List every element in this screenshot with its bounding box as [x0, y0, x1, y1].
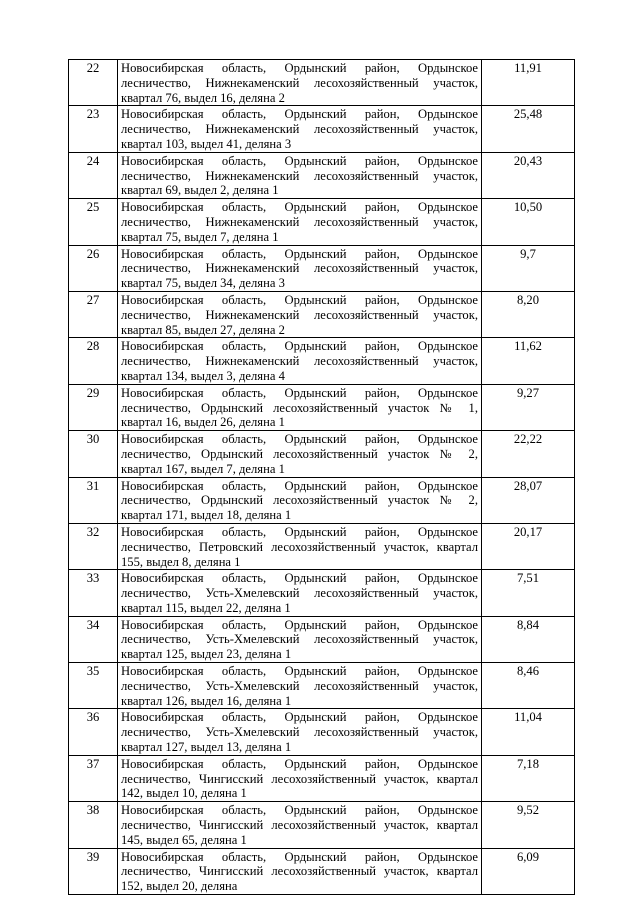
land-plots-table: [68, 59, 575, 895]
row-number-cell: 34: [69, 616, 118, 662]
row-number-cell: 22: [69, 60, 118, 106]
row-number-cell: 32: [69, 523, 118, 569]
row-area-cell: 10,50: [482, 199, 575, 245]
row-area-cell: 9,27: [482, 384, 575, 430]
table-row: [69, 755, 575, 801]
row-location-cell: Новосибирская область, Ордынский район, Ордынское лесничество, Усть-Хмелевский лесохозяйственный участок, квартал 115, выдел 22, деляна 1: [118, 570, 482, 616]
row-location-cell: Новосибирская область, Ордынский район, Ордынское лесничество, Нижнекаменский лесохозяйственный участок, квартал 75, выдел 34, деляна 3: [118, 245, 482, 291]
row-area-cell: 11,04: [482, 709, 575, 755]
row-area-cell: 25,48: [482, 106, 575, 152]
row-location-cell: Новосибирская область, Ордынский район, Ордынское лесничество, Нижнекаменский лесохозяйственный участок, квартал 134, выдел 3, деляна 4: [118, 338, 482, 384]
row-location-cell: Новосибирская область, Ордынский район, Ордынское лесничество, Нижнекаменский лесохозяйственный участок, квартал 103, выдел 41, деляна 3: [118, 106, 482, 152]
row-location-cell: Новосибирская область, Ордынский район, Ордынское лесничество, Ордынский лесохозяйственный участок № 2, квартал 171, выдел 18, деляна 1: [118, 477, 482, 523]
row-location-cell: Новосибирская область, Ордынский район, Ордынское лесничество, Нижнекаменский лесохозяйственный участок, квартал 75, выдел 7, деляна 1: [118, 199, 482, 245]
row-number-cell: 39: [69, 848, 118, 894]
row-location-cell: Новосибирская область, Ордынский район, Ордынское лесничество, Нижнекаменский лесохозяйственный участок, квартал 85, выдел 27, деляна 2: [118, 291, 482, 337]
row-number-cell: 24: [69, 152, 118, 198]
row-area-cell: 20,43: [482, 152, 575, 198]
row-location-cell: Новосибирская область, Ордынский район, Ордынское лесничество, Петровский лесохозяйственный участок, квартал 155, выдел 8, деляна 1: [118, 523, 482, 569]
row-number-cell: 27: [69, 291, 118, 337]
row-area-cell: 8,46: [482, 663, 575, 709]
row-number-cell: 23: [69, 106, 118, 152]
table-row: [69, 523, 575, 569]
row-area-cell: 8,84: [482, 616, 575, 662]
table-row: [69, 152, 575, 198]
row-area-cell: 9,52: [482, 802, 575, 848]
row-area-cell: 7,18: [482, 755, 575, 801]
row-number-cell: 30: [69, 431, 118, 477]
table-row: [69, 338, 575, 384]
row-area-cell: 6,09: [482, 848, 575, 894]
table-row: [69, 291, 575, 337]
row-location-cell: Новосибирская область, Ордынский район, Ордынское лесничество, Ордынский лесохозяйственный участок № 2, квартал 167, выдел 7, деляна 1: [118, 431, 482, 477]
table-row: [69, 245, 575, 291]
table-row: [69, 431, 575, 477]
table-row: [69, 802, 575, 848]
row-location-cell: Новосибирская область, Ордынский район, Ордынское лесничество, Нижнекаменский лесохозяйственный участок, квартал 76, выдел 16, деляна 2: [118, 60, 482, 106]
row-number-cell: 25: [69, 199, 118, 245]
table-row: [69, 199, 575, 245]
row-area-cell: 8,20: [482, 291, 575, 337]
row-area-cell: 28,07: [482, 477, 575, 523]
row-area-cell: 11,62: [482, 338, 575, 384]
row-area-cell: 11,91: [482, 60, 575, 106]
row-number-cell: 31: [69, 477, 118, 523]
row-location-cell: Новосибирская область, Ордынский район, Ордынское лесничество, Усть-Хмелевский лесохозяйственный участок, квартал 126, выдел 16, деляна 1: [118, 663, 482, 709]
table-body: [69, 60, 575, 895]
table-row: [69, 848, 575, 894]
table-row: [69, 616, 575, 662]
row-location-cell: Новосибирская область, Ордынский район, Ордынское лесничество, Чингисский лесохозяйственный участок, квартал 152, выдел 20, деляна: [118, 848, 482, 894]
table-row: [69, 60, 575, 106]
table-row: [69, 384, 575, 430]
row-area-cell: 9,7: [482, 245, 575, 291]
row-number-cell: 36: [69, 709, 118, 755]
row-number-cell: 38: [69, 802, 118, 848]
table-row: [69, 663, 575, 709]
row-location-cell: Новосибирская область, Ордынский район, Ордынское лесничество, Нижнекаменский лесохозяйственный участок, квартал 69, выдел 2, деляна 1: [118, 152, 482, 198]
row-location-cell: Новосибирская область, Ордынский район, Ордынское лесничество, Усть-Хмелевский лесохозяйственный участок, квартал 127, выдел 13, деляна 1: [118, 709, 482, 755]
row-area-cell: 20,17: [482, 523, 575, 569]
table-row: [69, 570, 575, 616]
row-location-cell: Новосибирская область, Ордынский район, Ордынское лесничество, Ордынский лесохозяйственный участок № 1, квартал 16, выдел 26, деляна 1: [118, 384, 482, 430]
row-number-cell: 26: [69, 245, 118, 291]
row-number-cell: 28: [69, 338, 118, 384]
table-row: [69, 709, 575, 755]
table-row: [69, 106, 575, 152]
row-location-cell: Новосибирская область, Ордынский район, Ордынское лесничество, Чингисский лесохозяйственный участок, квартал 142, выдел 10, деляна 1: [118, 755, 482, 801]
row-area-cell: 22,22: [482, 431, 575, 477]
row-location-cell: Новосибирская область, Ордынский район, Ордынское лесничество, Чингисский лесохозяйственный участок, квартал 145, выдел 65, деляна 1: [118, 802, 482, 848]
row-number-cell: 37: [69, 755, 118, 801]
row-number-cell: 33: [69, 570, 118, 616]
row-area-cell: 7,51: [482, 570, 575, 616]
row-number-cell: 29: [69, 384, 118, 430]
table-row: [69, 477, 575, 523]
row-number-cell: 35: [69, 663, 118, 709]
row-location-cell: Новосибирская область, Ордынский район, Ордынское лесничество, Усть-Хмелевский лесохозяйственный участок, квартал 125, выдел 23, деляна 1: [118, 616, 482, 662]
